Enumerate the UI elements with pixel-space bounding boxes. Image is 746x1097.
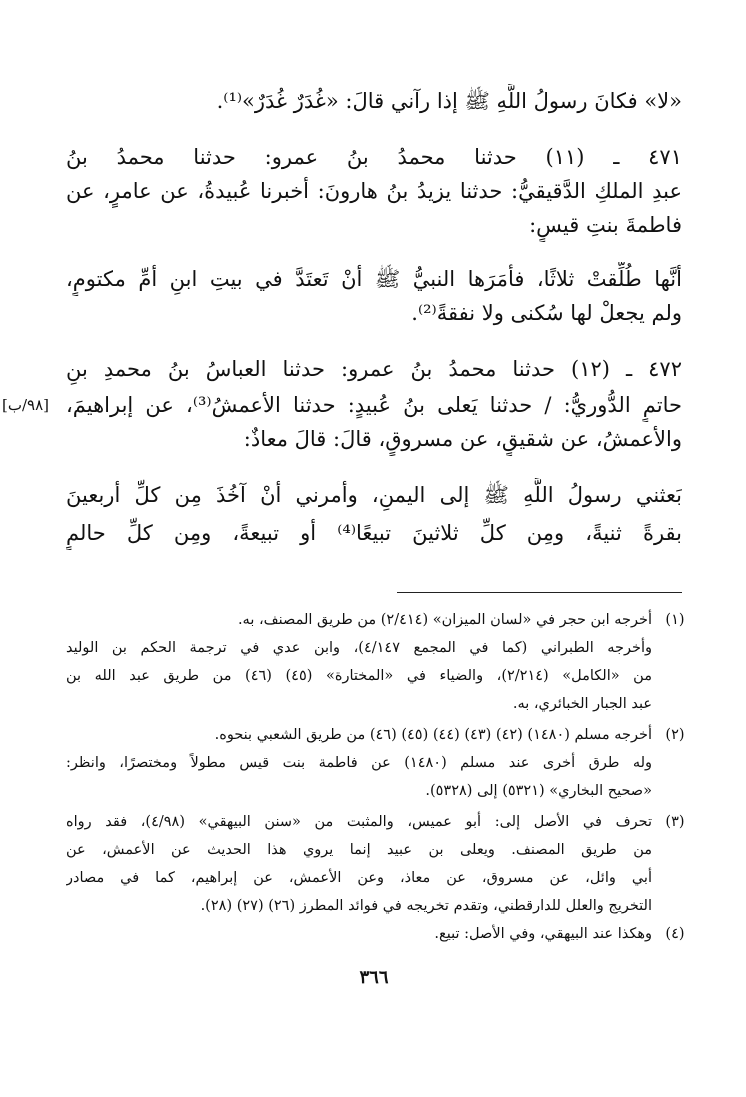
main-line-9: والأعمشُ، عن شقيقٍ، عن مسروقٍ، قالَ: قالَ معاذٌ:: [243, 427, 682, 451]
hadith-472-heading: ٤٧٢ ـ (١٢) حدثنا محمدُ بنُ عمرو: حدثنا العباسُ بنُ محمدِ بنِ: [66, 357, 682, 381]
footnote-separator: [397, 592, 682, 593]
footnote-3-number: (٣): [665, 814, 685, 830]
footnote-3-line-4: التخريج والعلل للدارقطني، وتقدم تخريجه في فوائد المطرز (٢٦) (٢٧) (٢٨).: [200, 898, 652, 914]
hadith-471-text-1: أنَّها طُلِّقتْ ثلاثًا، فأمَرَها النبيُّ ﷺ أنْ تَعتَدَّ في بيتِ ابنِ أمِّ مكتومٍ،: [66, 267, 682, 291]
footnote-2-line-3: «صحيح البخاري» (٥٣٢١) إلى (٥٣٢٨).: [425, 783, 652, 799]
hadith-471-heading: ٤٧١ ـ (١١) حدثنا محمدُ بنُ عمرو: حدثنا محمدُ بنُ: [66, 145, 682, 169]
main-line-3: عبدِ الملكِ الدَّقيقيُّ: حدثنا يزيدُ بنُ هارونَ: أخبرنا عُبيدةُ، عن عامرٍ، عن: [66, 179, 682, 203]
footnote-1-line-2: وأخرجه الطبراني (كما في المجمع ٤/١٤٧)، وابن عدي في ترجمة الحكم بن الوليد: [66, 640, 652, 656]
book-page: [2, 84, 685, 1074]
hadith-472-text-2: بقرةً ثنيةً، ومِن كلِّ ثلاثينَ تبيعًا⁽⁴⁾ أو تبيعةً، ومِن كلِّ حالمٍ: [66, 521, 682, 545]
footnote-2-line-1: أخرجه مسلم (١٤٨٠) (٤٢) (٤٣) (٤٤) (٤٥) (٤٦) من طريق الشعبي بنحوه.: [214, 727, 652, 743]
hadith-471-text-2: ولم يجعلْ لها سُكنى ولا نفقةً⁽²⁾.: [411, 301, 682, 325]
folio-marker: [٩٨/ب]: [2, 396, 50, 414]
footnote-4-number: (٤): [665, 926, 685, 942]
footnote-1-number: (١): [665, 612, 685, 628]
footnote-1-line-1: أخرجه ابن حجر في «لسان الميزان» (٢/٤١٤) من طريق المصنف، به.: [237, 612, 652, 628]
footnote-2-line-2: وله طرق أخرى عند مسلم (١٤٨٠) عن فاطمة بنت قيس مطولاً ومختصرًا، وانظر:: [66, 755, 652, 771]
main-line-4: فاطمةَ بنتِ قيسٍ:: [529, 213, 682, 237]
footnote-1-line-4: عبد الجبار الخبائري، به.: [512, 696, 652, 712]
main-line-8: حاتمٍ الدُّوريُّ: / حدثنا يَعلى بنُ عُبيدٍ: حدثنا الأعمشُ⁽³⁾، عن إبراهيمَ،: [66, 393, 682, 417]
footnote-1-line-3: من «الكامل» (٢/٢١٤)، والضياء في «المختارة» (٤٥) (٤٦) من طريق عبد الله بن: [66, 668, 652, 684]
main-line-1: «لا» فكانَ رسولُ اللَّهِ ﷺ إذا رآني قالَ: «غُدَرٌ غُدَرٌ»⁽¹⁾.: [216, 89, 682, 113]
footnote-4-line-1: وهكذا عند البيهقي، وفي الأصل: تبيع.: [434, 926, 652, 942]
page-number: ٣٦٦: [359, 967, 389, 988]
footnote-2-number: (٢): [665, 727, 685, 743]
footnote-3-line-2: من طريق المصنف. ويعلى بن عبيد إنما يروي هذا الحديث عن الأعمش، عن: [66, 842, 652, 858]
footnote-3-line-1: تحرف في الأصل إلى: أبو عميس، والمثبت من «سنن البيهقي» (٤/٩٨)، فقد رواه: [66, 814, 652, 830]
footnote-3-line-3: أبي وائل، عن مسروق، عن معاذ، وعن الأعمش، عن إبراهيم، كما في مصادر: [66, 870, 652, 886]
hadith-472-text-1: بَعثني رسولُ اللَّهِ ﷺ إلى اليمنِ، وأمرني أنْ آخُذَ مِن كلِّ أربعينَ: [66, 483, 682, 507]
